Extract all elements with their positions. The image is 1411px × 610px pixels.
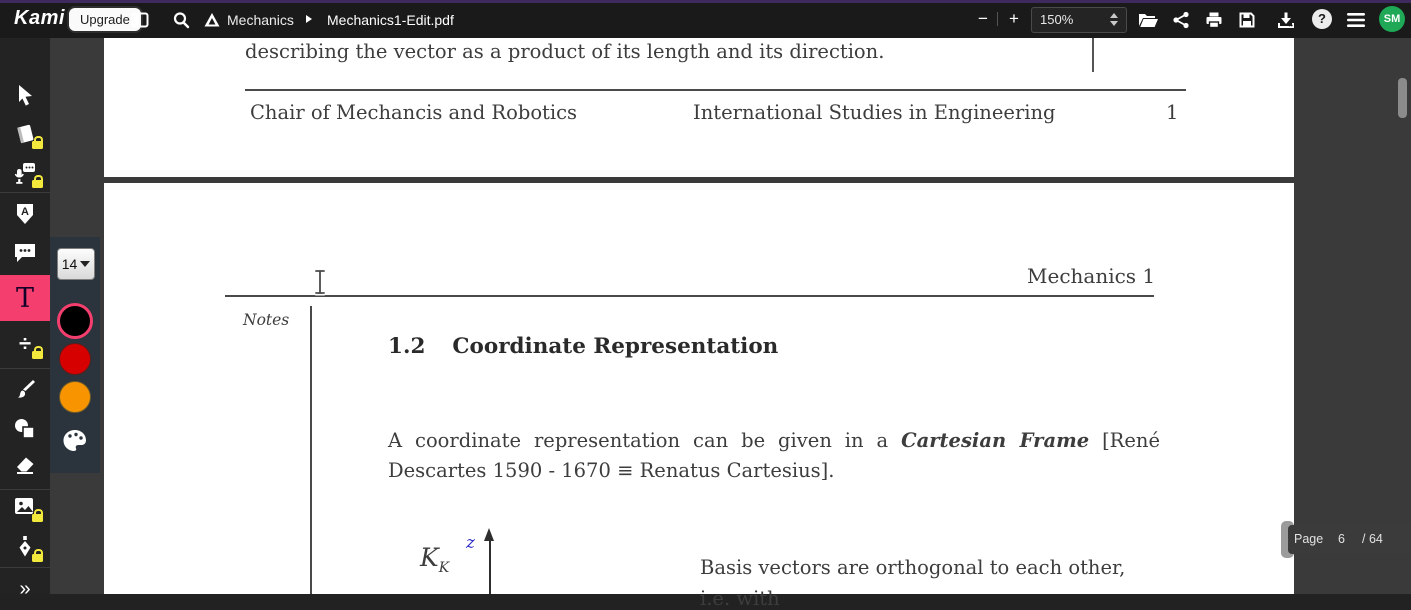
pdf-page-5: [104, 38, 1294, 177]
menu-icon[interactable]: [1347, 11, 1365, 29]
markup-tool-button[interactable]: [0, 194, 50, 234]
drawing-tool-button[interactable]: [0, 369, 50, 409]
top-toolbar: [0, 0, 1411, 38]
equation-icon: ÷: [18, 331, 32, 356]
dictionary-tool-button[interactable]: [0, 114, 50, 154]
lock-icon: [32, 180, 43, 188]
page-total: / 64: [1362, 532, 1383, 546]
lock-icon: [32, 554, 43, 562]
page6-notes-label: Notes: [243, 311, 290, 329]
custom-color-button[interactable]: [62, 429, 88, 458]
vertical-scrollbar-thumb[interactable]: [1398, 78, 1407, 118]
section-heading: [388, 334, 778, 359]
select-tool-button[interactable]: [0, 75, 50, 115]
help-button[interactable]: ?: [1312, 9, 1332, 29]
color-swatch-red[interactable]: [59, 343, 91, 375]
kami-logo[interactable]: Kami: [14, 7, 65, 29]
text-insert-cursor-icon: [312, 268, 328, 301]
lock-icon: [32, 514, 43, 522]
zoom-select-arrows-icon: [1110, 13, 1118, 26]
google-drive-icon: [203, 11, 221, 29]
basis-text-line: Basis vectors are orthogonal to each other,: [700, 556, 1126, 579]
palette-icon: [62, 429, 88, 453]
eraser-icon: [13, 453, 37, 477]
double-chevron-icon: »: [19, 577, 31, 600]
eraser-tool-button[interactable]: [0, 445, 50, 485]
side-panel-toggle-icon[interactable]: [131, 11, 149, 29]
page6-header: Mechanics 1: [1027, 264, 1156, 288]
dropdown-triangle-icon: [80, 261, 90, 267]
z-axis-label: z: [466, 533, 475, 553]
page-indicator: [1288, 525, 1411, 554]
page5-footer-page-number: 1: [1166, 101, 1179, 124]
frame-subscript: K: [438, 560, 450, 576]
print-icon[interactable]: [1205, 11, 1223, 29]
section-number: 1.2: [388, 334, 426, 359]
breadcrumb-caret-icon: [306, 15, 312, 23]
sidebar-divider: [0, 192, 50, 193]
zoom-in-button[interactable]: +: [1009, 9, 1019, 28]
lock-icon: [32, 351, 43, 359]
share-icon[interactable]: [1172, 11, 1190, 29]
page6-notes-line: [310, 306, 312, 594]
text-tool-button-active[interactable]: T: [0, 275, 50, 321]
page5-footer-center: International Studies in Engineering: [693, 101, 1056, 124]
svg-text:A: A: [21, 206, 29, 218]
page-indicator-label: Page: [1294, 532, 1324, 546]
user-avatar[interactable]: SM: [1379, 6, 1405, 32]
breadcrumb-folder[interactable]: Mechanics: [227, 12, 294, 28]
pdf-page-6: [104, 183, 1294, 610]
comment-icon: [13, 242, 37, 264]
open-file-icon[interactable]: [1137, 11, 1159, 29]
page-number-input[interactable]: 6: [1338, 532, 1345, 546]
page5-footer-rule: [245, 89, 1186, 91]
shapes-tool-button[interactable]: [0, 409, 50, 449]
search-icon[interactable]: [172, 11, 190, 29]
zoom-level-value: 150%: [1040, 12, 1074, 27]
page5-footer-left: Chair of Mechancis and Robotics: [250, 101, 578, 124]
z-axis-line: [489, 540, 491, 594]
cartesian-frame-term: Cartesian Frame: [901, 429, 1090, 452]
text-to-speech-tool-button[interactable]: [0, 153, 50, 193]
page6-header-rule: [225, 295, 1154, 297]
tool-sidebar: [0, 38, 50, 600]
paragraph-line1: A coordinate representation can be given in a Cartesian Frame [René: [388, 429, 1161, 452]
zoom-level-select[interactable]: [1031, 7, 1127, 33]
upgrade-button[interactable]: Upgrade: [69, 8, 141, 31]
download-icon[interactable]: [1277, 11, 1295, 29]
insert-image-tool-button[interactable]: [0, 487, 50, 527]
expand-tools-button[interactable]: [0, 569, 50, 609]
shapes-icon: [13, 417, 37, 441]
document-title[interactable]: Mechanics1-Edit.pdf: [327, 12, 454, 28]
brush-icon: [13, 377, 37, 401]
signature-tool-button[interactable]: [0, 527, 50, 567]
paragraph: [388, 426, 1160, 485]
page5-body-line: describing the vector as a product of its length and its direction.: [245, 40, 885, 63]
brand-stripe: [0, 0, 1411, 3]
font-size-dropdown[interactable]: [57, 248, 95, 280]
page5-margin-line: [1092, 38, 1094, 72]
comment-tool-button[interactable]: [0, 233, 50, 273]
font-size-value: 14: [61, 256, 78, 272]
color-swatch-orange[interactable]: [59, 381, 91, 413]
paragraph-line2: Descartes 1590 - 1670 ≡ Renatus Cartesius].: [388, 458, 835, 482]
section-title: Coordinate Representation: [452, 334, 779, 359]
zoom-divider: [997, 12, 998, 26]
markup-icon: [13, 202, 37, 226]
text-tool-options-panel: [50, 237, 100, 473]
save-icon[interactable]: [1238, 11, 1256, 29]
lock-icon: [32, 141, 43, 149]
zoom-out-button[interactable]: −: [978, 9, 988, 28]
clipped-text-line: i.e. with: [700, 587, 780, 610]
color-swatch-black-selected[interactable]: [57, 303, 93, 339]
frame-symbol: $K_K$: [420, 543, 450, 576]
sidebar-divider: [0, 567, 50, 568]
equation-tool-button[interactable]: [0, 324, 50, 364]
cursor-icon: [14, 83, 36, 107]
